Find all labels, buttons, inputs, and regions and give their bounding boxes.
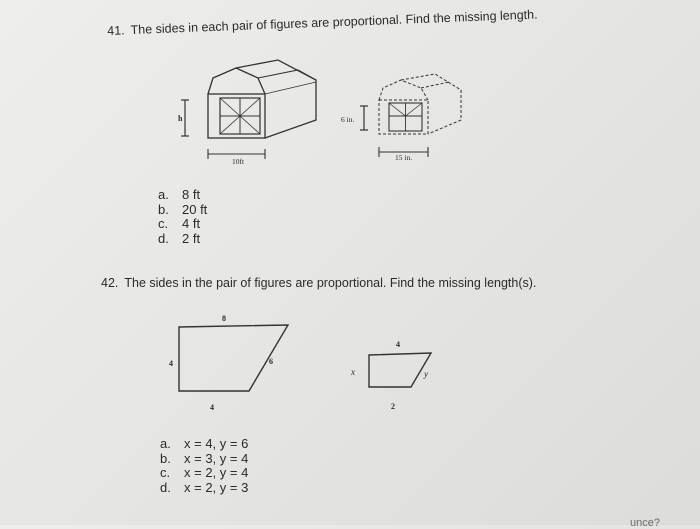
question-42-text: The sides in the pair of figures are proportional. Find the missing length(s). [124, 276, 537, 290]
question-42-number: 42. [101, 276, 119, 290]
big-height-label: h [178, 114, 183, 123]
big-bottom-label: 4 [210, 403, 214, 412]
question-41-text: The sides in each pair of figures are proportional. Find the missing length. [130, 7, 538, 38]
small-width-label: 15 in. [395, 153, 413, 162]
small-trapezoid-figure [340, 335, 450, 415]
big-trapezoid-figure [160, 308, 300, 418]
question-41-number: 41. [107, 23, 125, 38]
big-slant-label: 6 [269, 357, 273, 366]
small-height-label: 6 in. [341, 115, 355, 124]
big-left-label: 4 [169, 359, 173, 368]
small-left-label: x [351, 367, 355, 377]
big-top-label: 8 [222, 314, 226, 323]
small-top-label: 4 [396, 340, 400, 349]
question-42-prompt [101, 276, 536, 290]
question-42-choices [160, 437, 248, 495]
corner-fragment-text: unce? [630, 517, 660, 529]
big-width-label: 10ft [232, 157, 245, 166]
question-41-prompt [107, 7, 538, 38]
choice-42-d[interactable]: d. x = 2, y = 3 [160, 479, 249, 495]
choice-42-c[interactable]: c. x = 2, y = 4 [160, 465, 249, 480]
big-barn-figure [170, 56, 330, 171]
choice-42-b[interactable]: b. x = 3, y = 4 [160, 450, 249, 466]
small-bottom-label: 2 [391, 402, 395, 411]
question-41-choices [158, 188, 207, 246]
choice-41-b[interactable]: b. 20 ft [158, 201, 208, 217]
choice-41-c[interactable]: c. 4 ft [158, 216, 201, 231]
choice-42-a[interactable]: a. x = 4, y = 6 [160, 436, 249, 451]
choice-41-d[interactable]: d. 2 ft [158, 230, 201, 246]
small-slant-label: y [424, 369, 428, 379]
small-barn-figure [335, 66, 475, 166]
choice-41-a[interactable]: a. 8 ft [158, 187, 201, 202]
